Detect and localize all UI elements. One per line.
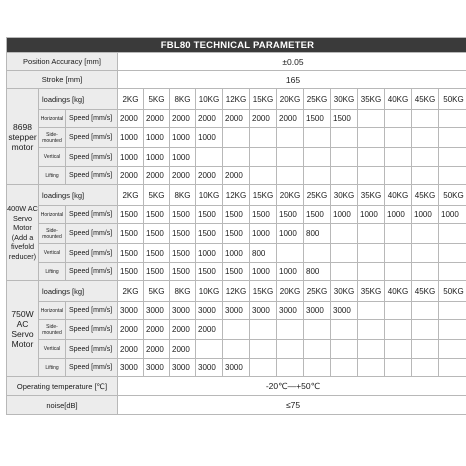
load-header-20kg: 20KG	[277, 281, 304, 302]
empty-cell	[331, 340, 358, 359]
speed-cell: 1000	[358, 206, 385, 224]
speed-cell: 2000	[170, 340, 196, 359]
orientation-label: Vertical	[39, 148, 66, 167]
noise-label: noise[dB]	[7, 396, 118, 415]
orientation-label: Horizontal	[39, 206, 66, 224]
technical-parameter-sheet	[6, 37, 464, 415]
empty-cell	[331, 359, 358, 377]
empty-cell	[439, 167, 466, 185]
load-header-40kg: 40KG	[385, 185, 412, 206]
speed-cell: 1000	[144, 148, 170, 167]
param-label: Speed [mm/s]	[66, 263, 118, 281]
empty-cell	[250, 320, 277, 340]
speed-cell: 3000	[170, 359, 196, 377]
speed-cell: 1000	[118, 148, 144, 167]
empty-cell	[250, 359, 277, 377]
empty-cell	[439, 224, 466, 244]
speed-cell: 1000	[331, 206, 358, 224]
empty-cell	[412, 244, 439, 263]
speed-cell: 1500	[196, 206, 223, 224]
load-header-5kg: 5KG	[144, 281, 170, 302]
load-header-30kg: 30KG	[331, 185, 358, 206]
motor-name: 8698 stepper motor	[7, 89, 39, 185]
empty-cell	[385, 302, 412, 320]
empty-cell	[385, 359, 412, 377]
load-header-30kg: 30KG	[331, 89, 358, 110]
param-label: Speed [mm/s]	[66, 128, 118, 148]
empty-cell	[439, 263, 466, 281]
empty-cell	[439, 128, 466, 148]
speed-cell: 1500	[118, 244, 144, 263]
load-header-50kg: 50KG	[439, 89, 466, 110]
position-accuracy-row	[7, 53, 466, 71]
empty-cell	[277, 148, 304, 167]
empty-cell	[331, 167, 358, 185]
speed-cell: 1000	[412, 206, 439, 224]
load-header-15kg: 15KG	[250, 89, 277, 110]
speed-cell: 2000	[170, 110, 196, 128]
empty-cell	[277, 167, 304, 185]
orientation-label: Side-mounted	[39, 224, 66, 244]
speed-cell: 3000	[196, 302, 223, 320]
param-label: Speed [mm/s]	[66, 206, 118, 224]
stroke-label: Stroke [mm]	[7, 71, 118, 89]
speed-row-horizontal	[7, 302, 466, 320]
load-header-12kg: 12KG	[223, 185, 250, 206]
speed-row-horizontal	[7, 206, 466, 224]
speed-cell: 3000	[223, 359, 250, 377]
empty-cell	[196, 340, 223, 359]
speed-cell: 1500	[170, 224, 196, 244]
speed-cell: 1500	[144, 244, 170, 263]
orientation-label: Horizontal	[39, 110, 66, 128]
param-label: Speed [mm/s]	[66, 244, 118, 263]
speed-cell: 1000	[144, 128, 170, 148]
param-label: Speed [mm/s]	[66, 320, 118, 340]
empty-cell	[277, 244, 304, 263]
stroke-row	[7, 71, 466, 89]
technical-parameter-table	[6, 37, 466, 415]
speed-cell: 1500	[331, 110, 358, 128]
speed-cell: 1500	[277, 206, 304, 224]
loadings-row	[7, 185, 466, 206]
load-header-8kg: 8KG	[170, 89, 196, 110]
motor-name: 400W AC Servo Motor (Add a fivefold reducer)	[7, 185, 39, 281]
load-header-2kg: 2KG	[118, 281, 144, 302]
speed-cell: 1500	[304, 206, 331, 224]
empty-cell	[277, 128, 304, 148]
speed-cell: 1500	[250, 206, 277, 224]
empty-cell	[412, 148, 439, 167]
empty-cell	[304, 167, 331, 185]
empty-cell	[223, 320, 250, 340]
empty-cell	[304, 359, 331, 377]
speed-row-vertical	[7, 340, 466, 359]
speed-cell: 2000	[118, 340, 144, 359]
orientation-label: Lifting	[39, 263, 66, 281]
empty-cell	[385, 224, 412, 244]
speed-cell: 1500	[170, 206, 196, 224]
load-header-35kg: 35KG	[358, 281, 385, 302]
empty-cell	[358, 340, 385, 359]
speed-cell: 1500	[196, 263, 223, 281]
speed-cell: 1000	[277, 263, 304, 281]
empty-cell	[385, 148, 412, 167]
empty-cell	[304, 148, 331, 167]
empty-cell	[223, 128, 250, 148]
speed-cell: 800	[304, 263, 331, 281]
empty-cell	[412, 320, 439, 340]
speed-cell: 2000	[196, 320, 223, 340]
orientation-label: Lifting	[39, 359, 66, 377]
loadings-label: loadings [kg]	[39, 185, 118, 206]
noise-value: ≤75	[118, 396, 466, 415]
empty-cell	[412, 128, 439, 148]
empty-cell	[385, 340, 412, 359]
empty-cell	[439, 340, 466, 359]
empty-cell	[331, 263, 358, 281]
empty-cell	[277, 320, 304, 340]
speed-cell: 1000	[118, 128, 144, 148]
speed-cell: 2000	[144, 340, 170, 359]
load-header-20kg: 20KG	[277, 89, 304, 110]
load-header-30kg: 30KG	[331, 281, 358, 302]
speed-cell: 1500	[196, 224, 223, 244]
load-header-40kg: 40KG	[385, 281, 412, 302]
speed-cell: 1500	[170, 263, 196, 281]
speed-cell: 1000	[196, 128, 223, 148]
speed-cell: 2000	[196, 167, 223, 185]
speed-cell: 1500	[144, 224, 170, 244]
operating-temperature-value: -20℃—+50℃	[118, 377, 466, 396]
load-header-20kg: 20KG	[277, 185, 304, 206]
empty-cell	[250, 128, 277, 148]
param-label: Speed [mm/s]	[66, 148, 118, 167]
load-header-2kg: 2KG	[118, 185, 144, 206]
load-header-15kg: 15KG	[250, 281, 277, 302]
speed-cell: 3000	[277, 302, 304, 320]
position-accuracy-label: Position Accuracy [mm]	[7, 53, 118, 71]
speed-cell: 1500	[118, 206, 144, 224]
speed-cell: 1000	[250, 263, 277, 281]
speed-cell: 1500	[223, 206, 250, 224]
load-header-25kg: 25KG	[304, 185, 331, 206]
empty-cell	[385, 110, 412, 128]
speed-cell: 1500	[170, 244, 196, 263]
speed-cell: 2000	[223, 110, 250, 128]
empty-cell	[358, 359, 385, 377]
speed-cell: 2000	[170, 320, 196, 340]
load-header-12kg: 12KG	[223, 281, 250, 302]
empty-cell	[250, 167, 277, 185]
orientation-label: Vertical	[39, 340, 66, 359]
empty-cell	[223, 148, 250, 167]
empty-cell	[196, 148, 223, 167]
load-header-45kg: 45KG	[412, 185, 439, 206]
empty-cell	[439, 244, 466, 263]
empty-cell	[412, 110, 439, 128]
loadings-label: loadings [kg]	[39, 89, 118, 110]
orientation-label: Lifting	[39, 167, 66, 185]
load-header-10kg: 10KG	[196, 281, 223, 302]
empty-cell	[412, 302, 439, 320]
speed-cell: 1500	[144, 263, 170, 281]
speed-cell: 1000	[170, 128, 196, 148]
speed-cell: 2000	[144, 110, 170, 128]
speed-cell: 2000	[118, 320, 144, 340]
empty-cell	[385, 167, 412, 185]
empty-cell	[358, 302, 385, 320]
empty-cell	[412, 359, 439, 377]
speed-row-lifting	[7, 167, 466, 185]
load-header-5kg: 5KG	[144, 89, 170, 110]
empty-cell	[250, 340, 277, 359]
speed-cell: 2000	[170, 167, 196, 185]
empty-cell	[304, 244, 331, 263]
speed-row-vertical	[7, 148, 466, 167]
speed-cell: 2000	[118, 167, 144, 185]
speed-cell: 2000	[223, 167, 250, 185]
empty-cell	[331, 224, 358, 244]
param-label: Speed [mm/s]	[66, 359, 118, 377]
load-header-35kg: 35KG	[358, 89, 385, 110]
speed-cell: 1000	[439, 206, 466, 224]
speed-cell: 3000	[223, 302, 250, 320]
empty-cell	[439, 110, 466, 128]
speed-cell: 2000	[250, 110, 277, 128]
param-label: Speed [mm/s]	[66, 340, 118, 359]
orientation-label: Horizontal	[39, 302, 66, 320]
speed-cell: 3000	[170, 302, 196, 320]
empty-cell	[331, 148, 358, 167]
empty-cell	[385, 263, 412, 281]
empty-cell	[304, 128, 331, 148]
empty-cell	[331, 128, 358, 148]
speed-cell: 3000	[250, 302, 277, 320]
speed-cell: 3000	[331, 302, 358, 320]
load-header-12kg: 12KG	[223, 89, 250, 110]
empty-cell	[277, 340, 304, 359]
empty-cell	[223, 340, 250, 359]
speed-cell: 3000	[144, 359, 170, 377]
empty-cell	[385, 320, 412, 340]
load-header-40kg: 40KG	[385, 89, 412, 110]
table-title: FBL80 TECHNICAL PARAMETER	[7, 38, 466, 53]
speed-cell: 1500	[118, 224, 144, 244]
empty-cell	[358, 244, 385, 263]
speed-row-side-mounted	[7, 128, 466, 148]
speed-row-lifting	[7, 263, 466, 281]
load-header-5kg: 5KG	[144, 185, 170, 206]
speed-cell: 800	[304, 224, 331, 244]
load-header-50kg: 50KG	[439, 281, 466, 302]
empty-cell	[412, 263, 439, 281]
load-header-25kg: 25KG	[304, 89, 331, 110]
empty-cell	[439, 302, 466, 320]
operating-temperature-label: Operating temperature [℃]	[7, 377, 118, 396]
orientation-label: Side-mounted	[39, 128, 66, 148]
load-header-10kg: 10KG	[196, 185, 223, 206]
speed-cell: 1000	[277, 224, 304, 244]
empty-cell	[412, 224, 439, 244]
speed-cell: 3000	[118, 359, 144, 377]
operating-temperature-row	[7, 377, 466, 396]
empty-cell	[358, 128, 385, 148]
speed-cell: 3000	[144, 302, 170, 320]
empty-cell	[358, 224, 385, 244]
loadings-row	[7, 281, 466, 302]
speed-cell: 1000	[250, 224, 277, 244]
loadings-label: loadings [kg]	[39, 281, 118, 302]
empty-cell	[331, 320, 358, 340]
load-header-8kg: 8KG	[170, 281, 196, 302]
speed-cell: 1500	[223, 263, 250, 281]
speed-cell: 3000	[118, 302, 144, 320]
position-accuracy-value: ±0.05	[118, 53, 466, 71]
param-label: Speed [mm/s]	[66, 167, 118, 185]
speed-cell: 2000	[144, 167, 170, 185]
noise-row	[7, 396, 466, 415]
empty-cell	[439, 148, 466, 167]
empty-cell	[385, 128, 412, 148]
param-label: Speed [mm/s]	[66, 302, 118, 320]
empty-cell	[250, 148, 277, 167]
empty-cell	[304, 340, 331, 359]
speed-cell: 2000	[144, 320, 170, 340]
loadings-row	[7, 89, 466, 110]
speed-cell: 2000	[196, 110, 223, 128]
load-header-50kg: 50KG	[439, 185, 466, 206]
orientation-label: Side-mounted	[39, 320, 66, 340]
speed-cell: 3000	[196, 359, 223, 377]
empty-cell	[412, 340, 439, 359]
load-header-25kg: 25KG	[304, 281, 331, 302]
empty-cell	[385, 244, 412, 263]
empty-cell	[439, 359, 466, 377]
speed-cell: 1000	[385, 206, 412, 224]
empty-cell	[412, 167, 439, 185]
speed-row-lifting	[7, 359, 466, 377]
empty-cell	[358, 110, 385, 128]
speed-cell: 1000	[223, 244, 250, 263]
speed-row-side-mounted	[7, 224, 466, 244]
empty-cell	[331, 244, 358, 263]
speed-cell: 800	[250, 244, 277, 263]
empty-cell	[439, 320, 466, 340]
speed-cell: 1000	[196, 244, 223, 263]
speed-cell: 3000	[304, 302, 331, 320]
speed-cell: 1000	[170, 148, 196, 167]
load-header-2kg: 2KG	[118, 89, 144, 110]
speed-cell: 1500	[144, 206, 170, 224]
empty-cell	[358, 263, 385, 281]
empty-cell	[304, 320, 331, 340]
param-label: Speed [mm/s]	[66, 224, 118, 244]
empty-cell	[277, 359, 304, 377]
speed-cell: 2000	[277, 110, 304, 128]
empty-cell	[358, 148, 385, 167]
load-header-10kg: 10KG	[196, 89, 223, 110]
speed-row-vertical	[7, 244, 466, 263]
orientation-label: Vertical	[39, 244, 66, 263]
speed-cell: 1500	[304, 110, 331, 128]
speed-cell: 2000	[118, 110, 144, 128]
speed-row-horizontal	[7, 110, 466, 128]
speed-row-side-mounted	[7, 320, 466, 340]
load-header-8kg: 8KG	[170, 185, 196, 206]
empty-cell	[358, 320, 385, 340]
stroke-value: 165	[118, 71, 466, 89]
speed-cell: 1500	[118, 263, 144, 281]
load-header-35kg: 35KG	[358, 185, 385, 206]
motor-name: 750W AC Servo Motor	[7, 281, 39, 377]
load-header-45kg: 45KG	[412, 89, 439, 110]
empty-cell	[358, 167, 385, 185]
load-header-45kg: 45KG	[412, 281, 439, 302]
title-row	[7, 38, 466, 53]
load-header-15kg: 15KG	[250, 185, 277, 206]
param-label: Speed [mm/s]	[66, 110, 118, 128]
speed-cell: 1500	[223, 224, 250, 244]
